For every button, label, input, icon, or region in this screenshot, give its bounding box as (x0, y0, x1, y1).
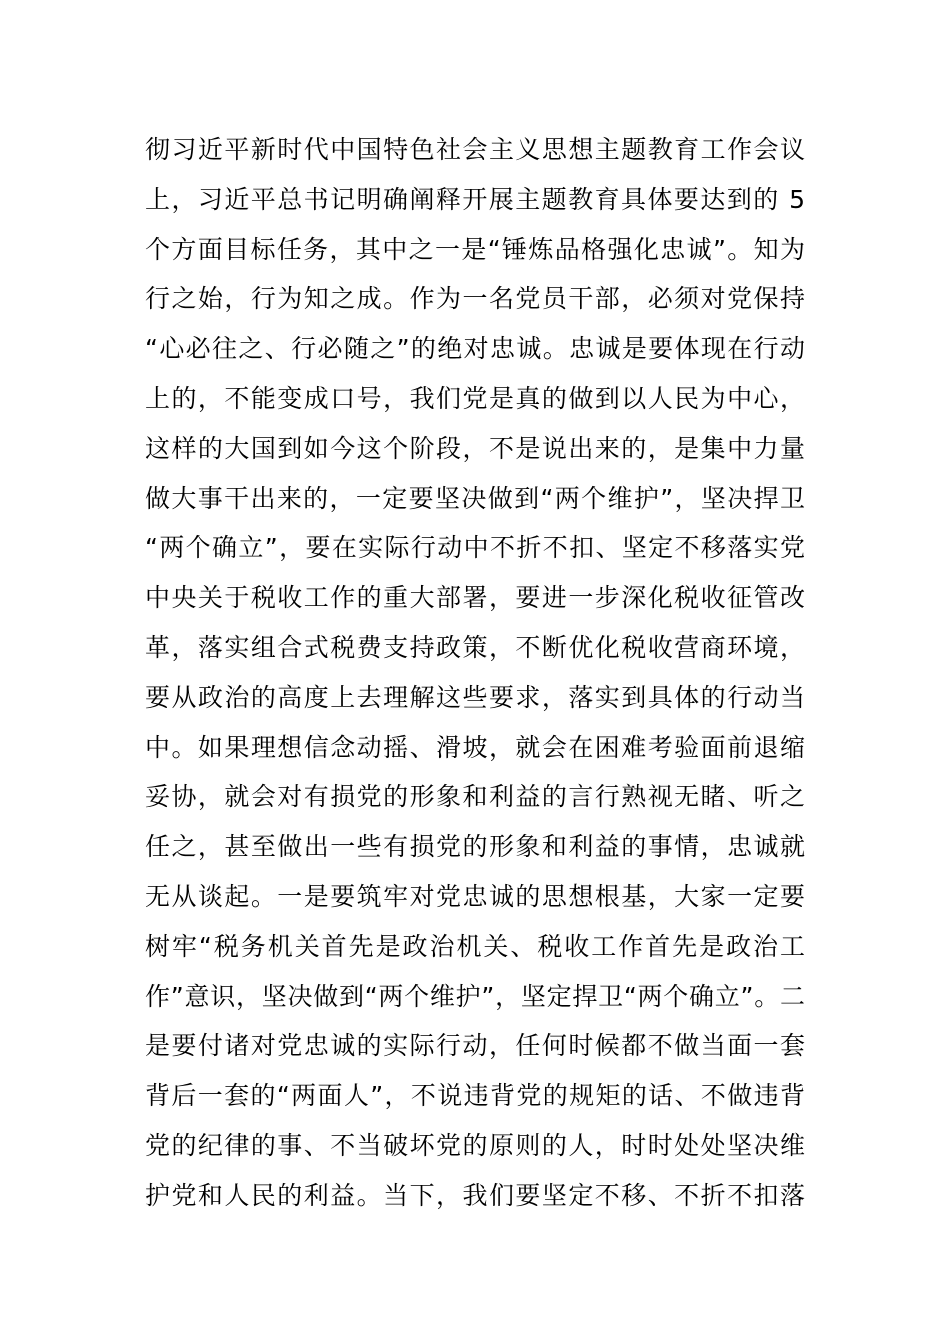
text-line: 党的纪律的事、不当破坏党的原则的人，时时处处坚决维 (145, 1130, 805, 1160)
text-line: 上，习近平总书记明确阐释开展主题教育具体要达到的 5 (145, 184, 805, 214)
text-line: 树牢“税务机关首先是政治机关、税收工作首先是政治工 (145, 931, 805, 961)
text-line: 背后一套的“两面人”，不说违背党的规矩的话、不做违背 (145, 1081, 805, 1111)
text-line: 行之始，行为知之成。作为一名党员干部，必须对党保持 (145, 284, 805, 314)
text-line: 护党和人民的利益。当下，我们要坚定不移、不折不扣落 (145, 1180, 805, 1210)
body-paragraph (145, 125, 805, 1221)
text-line: 无从谈起。一是要筑牢对党忠诚的思想根基，大家一定要 (145, 881, 805, 911)
text-line: 作”意识，坚决做到“两个维护”，坚定捍卫“两个确立”。二 (145, 981, 805, 1011)
text-line: 个方面目标任务，其中之一是“锤炼品格强化忠诚”。知为 (145, 234, 805, 264)
text-line: 要从政治的高度上去理解这些要求，落实到具体的行动当 (145, 682, 805, 712)
text-line: “两个确立”，要在实际行动中不折不扣、坚定不移落实党 (145, 533, 805, 563)
text-line: 妥协，就会对有损党的形象和利益的言行熟视无睹、听之 (145, 782, 805, 812)
text-line: 这样的大国到如今这个阶段，不是说出来的，是集中力量 (145, 433, 805, 463)
text-line: 上的，不能变成口号，我们党是真的做到以人民为中心， (145, 383, 805, 413)
text-line: 彻习近平新时代中国特色社会主义思想主题教育工作会议 (145, 135, 805, 164)
text-line: 做大事干出来的，一定要坚决做到“两个维护”，坚决捍卫 (145, 483, 805, 513)
text-line: 任之，甚至做出一些有损党的形象和利益的事情，忠诚就 (145, 832, 805, 862)
text-line: 革，落实组合式税费支持政策，不断优化税收营商环境， (145, 632, 805, 662)
text-line: 中央关于税收工作的重大部署，要进一步深化税收征管改 (145, 583, 805, 613)
text-line: “心必往之、行必随之”的绝对忠诚。忠诚是要体现在行动 (145, 334, 805, 364)
text-line: 是要付诸对党忠诚的实际行动，任何时候都不做当面一套 (145, 1031, 805, 1061)
text-line: 中。如果理想信念动摇、滑坡，就会在困难考验面前退缩 (145, 732, 805, 762)
